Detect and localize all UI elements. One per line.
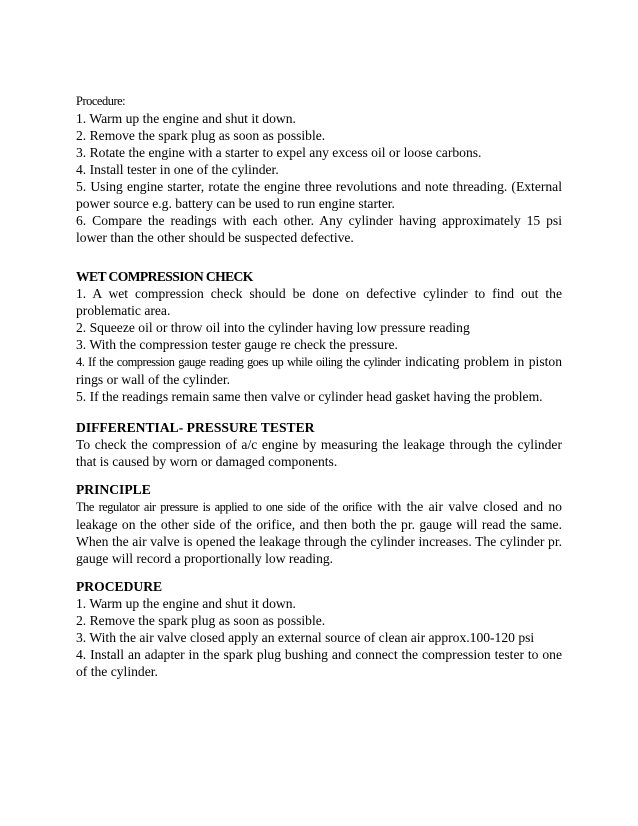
list-item-condensed-text: 4. If the compression gauge reading goes up while oiling the cylinder: [76, 355, 401, 369]
list-item: 4. Install tester in one of the cylinder.: [76, 162, 279, 177]
document-body: [76, 93, 562, 680]
list-item: 3. Rotate the engine with a starter to expel any excess oil or loose carbons.: [76, 145, 482, 160]
list-item: 3. With the compression tester gauge re check the pressure.: [76, 337, 398, 352]
wet-compression-list: [76, 285, 562, 405]
procedure-list: [76, 110, 562, 246]
list-item-text: indicating problem in piston rings or wall of the cylinder.: [76, 354, 562, 387]
principle-heading: PRINCIPLE: [76, 482, 151, 497]
list-item: 1. A wet compression check should be done on defective cylinder to find out the problematic area.: [76, 286, 562, 318]
procedure-heading: Procedure:: [76, 94, 126, 108]
list-item: 1. Warm up the engine and shut it down.: [76, 596, 296, 611]
differential-pressure-heading: DIFFERENTIAL- PRESSURE TESTER: [76, 420, 315, 435]
list-item: 6. Compare the readings with each other. Any cylinder having approximately 15 psi lower than the other should be suspected defective.: [76, 213, 562, 245]
procedure-2-list: [76, 595, 562, 680]
list-item: 2. Remove the spark plug as soon as possible.: [76, 613, 326, 628]
list-item: 5. If the readings remain same then valve or cylinder head gasket having the problem.: [76, 389, 543, 404]
list-item: 5. Using engine starter, rotate the engine three revolutions and note threading. (External power source e.g. battery can be used to run engine starter.: [76, 179, 562, 211]
principle-text: [76, 498, 562, 567]
list-item: 2. Remove the spark plug as soon as possible.: [76, 128, 326, 143]
list-item: 2. Squeeze oil or throw oil into the cylinder having low pressure reading: [76, 320, 470, 335]
differential-pressure-text: To check the compression of a/c engine by measuring the leakage through the cylinder that is caused by worn or damaged components.: [76, 437, 562, 469]
principle-body-text: with the air valve closed and no leakage on the other side of the orifice, and then both the pr. gauge will read the same. When the air valve is opened the leakage through the cylinder increases. The cylinder pr. gauge will record a proportionally low reading.: [76, 499, 562, 566]
list-item: 1. Warm up the engine and shut it down.: [76, 111, 296, 126]
list-item: [76, 353, 562, 388]
principle-condensed-text: The regulator air pressure is applied to one side of the orifice: [76, 500, 372, 514]
procedure-2-heading: PROCEDURE: [76, 579, 163, 594]
list-item: 3. With the air valve closed apply an external source of clean air approx.100-120 psi: [76, 630, 535, 645]
wet-compression-heading: WET COMPRESSION CHECK: [76, 269, 253, 284]
list-item: 4. Install an adapter in the spark plug bushing and connect the compression tester to one of the cylinder.: [76, 647, 562, 679]
